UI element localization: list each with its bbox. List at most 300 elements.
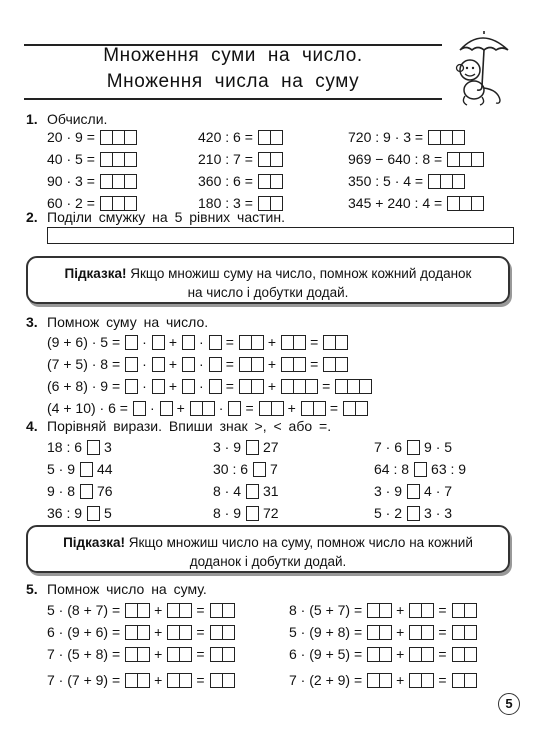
plus-sign: +: [287, 400, 296, 416]
answer-box[interactable]: [167, 647, 180, 662]
answer-box[interactable]: [422, 625, 434, 640]
plus-sign: +: [267, 334, 277, 350]
task1-number: 1.: [26, 111, 38, 127]
answer-boxes: [452, 625, 477, 640]
sign-box[interactable]: [87, 440, 100, 455]
answer-box[interactable]: [367, 647, 380, 662]
answer-box[interactable]: [125, 625, 138, 640]
answer-boxes: [152, 357, 165, 372]
answer-box[interactable]: [441, 174, 453, 189]
answer-box[interactable]: [210, 673, 223, 688]
answer-box[interactable]: [367, 625, 380, 640]
task5-heading: Помнож число на суму.: [47, 581, 207, 597]
answer-box[interactable]: [380, 603, 392, 618]
answer-box[interactable]: [367, 603, 380, 618]
answer-box[interactable]: [252, 335, 264, 350]
hint-text: на число і добутки додай.: [187, 285, 349, 300]
division-strip[interactable]: [47, 227, 514, 244]
expr-text: 180 : 3 =: [198, 195, 253, 211]
plus-sign: +: [396, 602, 405, 618]
expr-text: 360 : 6 =: [198, 173, 253, 189]
answer-box[interactable]: [133, 401, 146, 416]
task1-expression: [348, 150, 486, 168]
sign-box[interactable]: [414, 462, 427, 477]
answer-box[interactable]: [125, 647, 138, 662]
expr-text: 40 · 5 =: [47, 151, 95, 167]
answer-box[interactable]: [100, 152, 113, 167]
answer-boxes: [210, 647, 235, 662]
dot-sign: ·: [199, 378, 204, 394]
answer-box[interactable]: [239, 357, 252, 372]
answer-box[interactable]: [180, 603, 192, 618]
answer-boxes: [167, 647, 192, 662]
answer-box[interactable]: [380, 625, 392, 640]
answer-box[interactable]: [422, 647, 434, 662]
answer-boxes: [239, 357, 264, 372]
hint-line: [36, 533, 500, 552]
answer-box[interactable]: [182, 335, 195, 350]
expr-text: 7 · (2 + 9) =: [289, 672, 363, 688]
expr-text: 60 · 2 =: [47, 195, 95, 211]
answer-box[interactable]: [152, 379, 165, 394]
answer-box[interactable]: [182, 379, 195, 394]
hint-text: Якщо множиш число на суму, помнож число на кожний: [125, 535, 473, 550]
plus-sign: +: [168, 378, 178, 394]
answer-box[interactable]: [360, 379, 372, 394]
task5-expression: [47, 601, 237, 619]
sign-box-wrap: [87, 440, 100, 455]
answer-box[interactable]: [203, 401, 215, 416]
task2-heading: Поділи смужку на 5 рівних частин.: [47, 209, 285, 225]
answer-box[interactable]: [180, 647, 192, 662]
answer-boxes: [323, 335, 348, 350]
answer-boxes: [447, 152, 484, 167]
answer-boxes: [409, 647, 434, 662]
answer-box[interactable]: [182, 357, 195, 372]
dot-sign: ·: [199, 356, 204, 372]
expr-text: (6 + 8) · 9 =: [47, 378, 121, 394]
answer-box[interactable]: [472, 152, 484, 167]
answer-boxes: [452, 673, 477, 688]
answer-box[interactable]: [228, 401, 241, 416]
answer-boxes: [447, 196, 484, 211]
sign-box[interactable]: [246, 484, 259, 499]
title-bottom-rule: [24, 98, 442, 100]
left-side: 5 · 9: [47, 461, 76, 477]
answer-box[interactable]: [428, 130, 441, 145]
answer-box[interactable]: [138, 647, 150, 662]
answer-box[interactable]: [472, 196, 484, 211]
answer-box[interactable]: [125, 357, 138, 372]
answer-box[interactable]: [138, 673, 150, 688]
right-side: 72: [263, 505, 279, 521]
plus-sign: +: [396, 624, 405, 640]
task5-expression: [47, 645, 237, 663]
equals-sign: =: [225, 356, 234, 372]
answer-box[interactable]: [209, 379, 222, 394]
compare-expression: [374, 504, 455, 522]
answer-box[interactable]: [125, 379, 138, 394]
task3-number: 3.: [26, 314, 38, 330]
answer-box[interactable]: [167, 603, 180, 618]
answer-box[interactable]: [180, 625, 192, 640]
sign-box-wrap: [80, 462, 93, 477]
answer-box[interactable]: [160, 401, 173, 416]
sign-box[interactable]: [246, 506, 259, 521]
sign-box[interactable]: [253, 462, 266, 477]
answer-boxes: [167, 673, 192, 688]
page-number: 5: [498, 693, 520, 715]
expr-text: (9 + 6) · 5 =: [47, 334, 121, 350]
left-side: 18 : 6: [47, 439, 83, 455]
answer-box[interactable]: [441, 130, 453, 145]
answer-box[interactable]: [138, 603, 150, 618]
task5-number: 5.: [26, 581, 38, 597]
answer-boxes: [100, 174, 137, 189]
answer-box[interactable]: [281, 335, 294, 350]
answer-box[interactable]: [272, 401, 284, 416]
right-side: 3: [104, 439, 112, 455]
compare-expression: [47, 504, 115, 522]
right-side: 4 · 7: [424, 483, 453, 499]
dot-sign: ·: [142, 356, 147, 372]
answer-box[interactable]: [281, 379, 294, 394]
answer-boxes: [239, 379, 264, 394]
answer-box[interactable]: [125, 603, 138, 618]
plus-sign: +: [267, 356, 277, 372]
answer-box[interactable]: [447, 152, 460, 167]
answer-box[interactable]: [294, 335, 306, 350]
answer-box[interactable]: [125, 174, 137, 189]
sign-box-wrap: [246, 506, 259, 521]
answer-box[interactable]: [409, 625, 422, 640]
answer-box[interactable]: [138, 625, 150, 640]
answer-box[interactable]: [465, 647, 477, 662]
answer-box[interactable]: [239, 379, 252, 394]
task3-expression: [47, 333, 350, 351]
left-side: 5 · 2: [374, 505, 403, 521]
answer-box[interactable]: [453, 174, 465, 189]
answer-box[interactable]: [453, 130, 465, 145]
plus-sign: +: [396, 672, 405, 688]
task1-expression: [348, 128, 467, 146]
answer-box[interactable]: [210, 603, 223, 618]
sign-box-wrap: [87, 506, 100, 521]
expr-text: 345 + 240 : 4 =: [348, 195, 443, 211]
answer-boxes: [209, 357, 222, 372]
answer-box[interactable]: [294, 357, 306, 372]
answer-box[interactable]: [190, 401, 203, 416]
plus-sign: +: [154, 672, 163, 688]
left-side: 7 · 6: [374, 439, 403, 455]
answer-box[interactable]: [209, 357, 222, 372]
task5-expression: [289, 623, 479, 641]
answer-boxes: [367, 647, 392, 662]
answer-box[interactable]: [422, 673, 434, 688]
answer-box[interactable]: [258, 174, 271, 189]
plus-sign: +: [168, 334, 178, 350]
answer-box[interactable]: [447, 196, 460, 211]
answer-box[interactable]: [335, 379, 348, 394]
answer-box[interactable]: [409, 647, 422, 662]
answer-boxes: [367, 603, 392, 618]
right-side: 9 · 5: [424, 439, 453, 455]
equals-sign: =: [438, 646, 447, 662]
task4-heading: Порівняй вирази. Впиши знак >, < або =.: [47, 418, 332, 434]
sign-box-wrap: [246, 440, 259, 455]
compare-expression: [47, 438, 115, 456]
equals-sign: =: [245, 400, 254, 416]
answer-box[interactable]: [452, 603, 465, 618]
equals-sign: =: [310, 334, 319, 350]
answer-box[interactable]: [252, 357, 264, 372]
answer-boxes: [125, 335, 138, 350]
sign-box-wrap: [414, 462, 427, 477]
compare-expression: [213, 438, 282, 456]
plus-sign: +: [176, 400, 185, 416]
equals-sign: =: [196, 624, 205, 640]
task3-expression: [47, 355, 350, 373]
equals-sign: =: [196, 646, 205, 662]
answer-box[interactable]: [460, 152, 472, 167]
expr-text: 90 · 3 =: [47, 173, 95, 189]
right-side: 5: [104, 505, 112, 521]
hint-text: доданок і добутки додай.: [189, 554, 347, 569]
answer-box[interactable]: [452, 625, 465, 640]
hint-box-2: [26, 525, 510, 573]
expr-text: 350 : 5 · 4 =: [348, 173, 424, 189]
expr-text: 6 · (9 + 5) =: [289, 646, 363, 662]
right-side: 44: [97, 461, 113, 477]
answer-boxes: [125, 647, 150, 662]
answer-boxes: [167, 603, 192, 618]
answer-box[interactable]: [271, 130, 283, 145]
equals-sign: =: [438, 602, 447, 618]
answer-boxes: [182, 335, 195, 350]
expr-text: 720 : 9 · 3 =: [348, 129, 424, 145]
answer-box[interactable]: [409, 603, 422, 618]
right-side: 27: [263, 439, 279, 455]
answer-box[interactable]: [465, 673, 477, 688]
answer-box[interactable]: [239, 335, 252, 350]
answer-boxes: [125, 603, 150, 618]
answer-boxes: [343, 401, 368, 416]
answer-box[interactable]: [281, 357, 294, 372]
equals-sign: =: [329, 400, 339, 416]
task1-expression: [47, 172, 139, 190]
expr-text: 5 · (9 + 8) =: [289, 624, 363, 640]
expr-text: 6 · (9 + 6) =: [47, 624, 121, 640]
right-side: 31: [263, 483, 279, 499]
answer-box[interactable]: [271, 152, 283, 167]
answer-box[interactable]: [367, 673, 380, 688]
dot-sign: ·: [149, 400, 155, 416]
expr-text: 210 : 7 =: [198, 151, 253, 167]
task1-heading: Обчисли.: [47, 111, 108, 127]
task5-expression: [289, 645, 479, 663]
answer-box[interactable]: [465, 625, 477, 640]
answer-box[interactable]: [223, 625, 235, 640]
answer-box[interactable]: [113, 152, 125, 167]
expr-text: 969 − 640 : 8 =: [348, 151, 443, 167]
dot-sign: ·: [142, 378, 147, 394]
answer-boxes: [258, 130, 283, 145]
answer-boxes: [258, 152, 283, 167]
monkey-with-umbrella-icon: [446, 28, 516, 108]
answer-boxes: [301, 401, 326, 416]
answer-box[interactable]: [100, 174, 113, 189]
sign-box[interactable]: [407, 506, 420, 521]
task5-expression: [47, 671, 237, 689]
answer-boxes: [409, 673, 434, 688]
answer-box[interactable]: [258, 152, 271, 167]
answer-box[interactable]: [428, 174, 441, 189]
answer-boxes: [152, 379, 165, 394]
sign-box[interactable]: [80, 484, 93, 499]
sign-box[interactable]: [246, 440, 259, 455]
answer-boxes: [367, 673, 392, 688]
equals-sign: =: [196, 602, 205, 618]
answer-box[interactable]: [323, 335, 336, 350]
answer-boxes: [281, 335, 306, 350]
answer-boxes: [335, 379, 372, 394]
hint-box-1: [26, 256, 510, 304]
right-side: 63 : 9: [431, 461, 467, 477]
compare-expression: [47, 482, 116, 500]
answer-box[interactable]: [180, 673, 192, 688]
sign-box[interactable]: [87, 506, 100, 521]
expr-text: 5 · (8 + 7) =: [47, 602, 121, 618]
answer-box[interactable]: [343, 401, 356, 416]
answer-box[interactable]: [223, 673, 235, 688]
answer-boxes: [259, 401, 284, 416]
task1-expression: [47, 128, 139, 146]
right-side: 7: [270, 461, 278, 477]
sign-box-wrap: [80, 484, 93, 499]
sign-box[interactable]: [407, 440, 420, 455]
answer-box[interactable]: [210, 647, 223, 662]
left-side: 30 : 6: [213, 461, 249, 477]
answer-box[interactable]: [209, 335, 222, 350]
answer-box[interactable]: [336, 357, 348, 372]
answer-box[interactable]: [113, 174, 125, 189]
left-side: 9 · 8: [47, 483, 76, 499]
answer-boxes: [167, 625, 192, 640]
answer-box[interactable]: [380, 647, 392, 662]
answer-box[interactable]: [259, 401, 272, 416]
answer-boxes: [100, 152, 137, 167]
equals-sign: =: [196, 672, 205, 688]
answer-boxes: [182, 357, 195, 372]
answer-box[interactable]: [125, 673, 138, 688]
equals-sign: =: [225, 378, 234, 394]
sign-box[interactable]: [407, 484, 420, 499]
answer-box[interactable]: [258, 130, 271, 145]
answer-box[interactable]: [356, 401, 368, 416]
sign-box-wrap: [407, 440, 420, 455]
answer-boxes: [323, 357, 348, 372]
hint-label: Підказка!: [63, 535, 126, 550]
answer-boxes: [258, 174, 283, 189]
answer-box[interactable]: [210, 625, 223, 640]
answer-box[interactable]: [294, 379, 306, 394]
answer-box[interactable]: [100, 130, 113, 145]
sign-box-wrap: [246, 484, 259, 499]
expr-text: 7 · (7 + 9) =: [47, 672, 121, 688]
answer-boxes: [228, 401, 241, 416]
answer-box[interactable]: [152, 335, 165, 350]
answer-boxes: [409, 603, 434, 618]
answer-box[interactable]: [452, 647, 465, 662]
answer-box[interactable]: [409, 673, 422, 688]
sign-box[interactable]: [80, 462, 93, 477]
answer-box[interactable]: [314, 401, 326, 416]
answer-boxes: [125, 625, 150, 640]
answer-boxes: [452, 647, 477, 662]
answer-box[interactable]: [152, 357, 165, 372]
answer-boxes: [367, 625, 392, 640]
expr-text: 20 · 9 =: [47, 129, 95, 145]
answer-boxes: [160, 401, 173, 416]
answer-box[interactable]: [167, 625, 180, 640]
answer-box[interactable]: [323, 357, 336, 372]
left-side: 3 · 9: [374, 483, 403, 499]
answer-box[interactable]: [167, 673, 180, 688]
answer-box[interactable]: [252, 379, 264, 394]
compare-expression: [47, 460, 116, 478]
answer-boxes: [409, 625, 434, 640]
dot-sign: ·: [218, 400, 224, 416]
page-title-line1: Множення суми на число.: [103, 45, 363, 66]
equals-sign: =: [438, 672, 447, 688]
answer-box[interactable]: [223, 603, 235, 618]
expr-text: (4 + 10) · 6 =: [47, 400, 128, 416]
answer-box[interactable]: [125, 335, 138, 350]
answer-boxes: [209, 379, 222, 394]
answer-boxes: [210, 625, 235, 640]
answer-box[interactable]: [380, 673, 392, 688]
answer-box[interactable]: [271, 174, 283, 189]
answer-boxes: [152, 335, 165, 350]
answer-box[interactable]: [460, 196, 472, 211]
task1-expression: [47, 150, 139, 168]
answer-boxes: [133, 401, 146, 416]
task1-expression: [198, 172, 285, 190]
answer-box[interactable]: [465, 603, 477, 618]
equals-sign: =: [438, 624, 447, 640]
answer-box[interactable]: [422, 603, 434, 618]
answer-box[interactable]: [113, 130, 125, 145]
compare-expression: [374, 460, 469, 478]
answer-boxes: [125, 357, 138, 372]
hint-label: Підказка!: [64, 266, 127, 281]
answer-boxes: [125, 673, 150, 688]
task1-expression: [348, 172, 467, 190]
right-side: 3 · 3: [424, 505, 453, 521]
answer-box[interactable]: [125, 152, 137, 167]
compare-expression: [374, 438, 455, 456]
answer-box[interactable]: [452, 673, 465, 688]
answer-box[interactable]: [223, 647, 235, 662]
answer-box[interactable]: [348, 379, 360, 394]
answer-box[interactable]: [301, 401, 314, 416]
plus-sign: +: [396, 646, 405, 662]
answer-box[interactable]: [306, 379, 318, 394]
answer-box[interactable]: [336, 335, 348, 350]
task3-expression: [47, 377, 374, 395]
answer-box[interactable]: [125, 130, 137, 145]
plus-sign: +: [168, 356, 178, 372]
